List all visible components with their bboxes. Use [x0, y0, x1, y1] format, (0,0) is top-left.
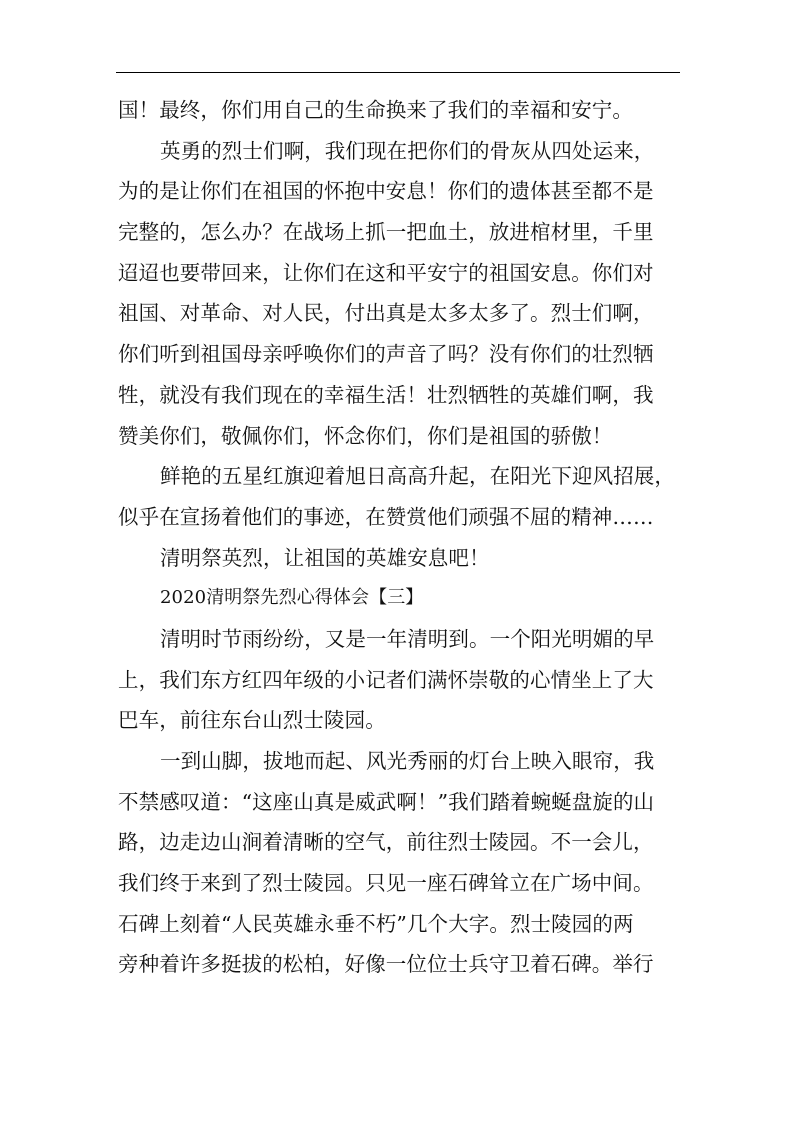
text-line: 国！最终，你们用自己的生命换来了我们的幸福和安宁。	[118, 98, 633, 122]
document-body	[118, 90, 684, 985]
paragraph-start-line: 清明祭英烈，让祖国的英雄安息吧！	[160, 545, 490, 570]
text-line: 你们听到祖国母亲呼唤你们的声音了吗？没有你们的壮烈牺	[118, 342, 654, 367]
paragraph-start-line: 鲜艳的五星红旗迎着旭日高高升起，在阳光下迎风招展，	[160, 464, 675, 489]
header-rule	[116, 72, 680, 73]
text-line: 巴车，前往东台山烈士陵园。	[118, 708, 386, 733]
paragraph-start-line: 清明时节雨纷纷，又是一年清明到。一个阳光明媚的早	[160, 626, 655, 651]
text-line: 石碑上刻着“人民英雄永垂不朽”几个大字。烈士陵园的两	[118, 911, 634, 936]
text-line: 迢迢也要带回来，让你们在这和平安宁的祖国安息。你们对	[118, 260, 654, 285]
paragraph-start-line: 英勇的烈士们啊，我们现在把你们的骨灰从四处运来，	[160, 138, 655, 163]
text-line: 赞美你们，敬佩你们，怀念你们，你们是祖国的骄傲！	[118, 423, 613, 448]
text-line: 祖国、对革命、对人民，付出真是太多太多了。烈士们啊，	[118, 301, 654, 326]
text-line: 旁种着许多挺拔的松柏，好像一位位士兵守卫着石碑。举行	[118, 952, 654, 977]
text-line: 完整的，怎么办？在战场上抓一把血土，放进棺材里，千里	[118, 220, 654, 245]
text-line: 牲，就没有我们现在的幸福生活！壮烈牺牲的英雄们啊，我	[118, 382, 654, 407]
text-line: 路，边走边山涧着清晰的空气，前往烈士陵园。不一会儿，	[118, 830, 654, 855]
text-line: 我们终于来到了烈士陵园。只见一座石碑耸立在广场中间。	[118, 871, 654, 896]
section-heading: 2020清明祭先烈心得体会【三】	[160, 587, 424, 609]
text-line: 似乎在宣扬着他们的事迹，在赞赏他们顽强不屈的精神……	[118, 504, 654, 529]
text-line: 不禁感叹道：“这座山真是威武啊！”我们踏着蜿蜒盘旋的山	[118, 789, 655, 814]
text-line: 上，我们东方红四年级的小记者们满怀崇敬的心情坐上了大	[118, 667, 654, 692]
text-line: 为的是让你们在祖国的怀抱中安息！你们的遗体甚至都不是	[118, 179, 654, 204]
paragraph-start-line: 一到山脚，拔地而起、风光秀丽的灯台上映入眼帘，我	[160, 749, 655, 773]
